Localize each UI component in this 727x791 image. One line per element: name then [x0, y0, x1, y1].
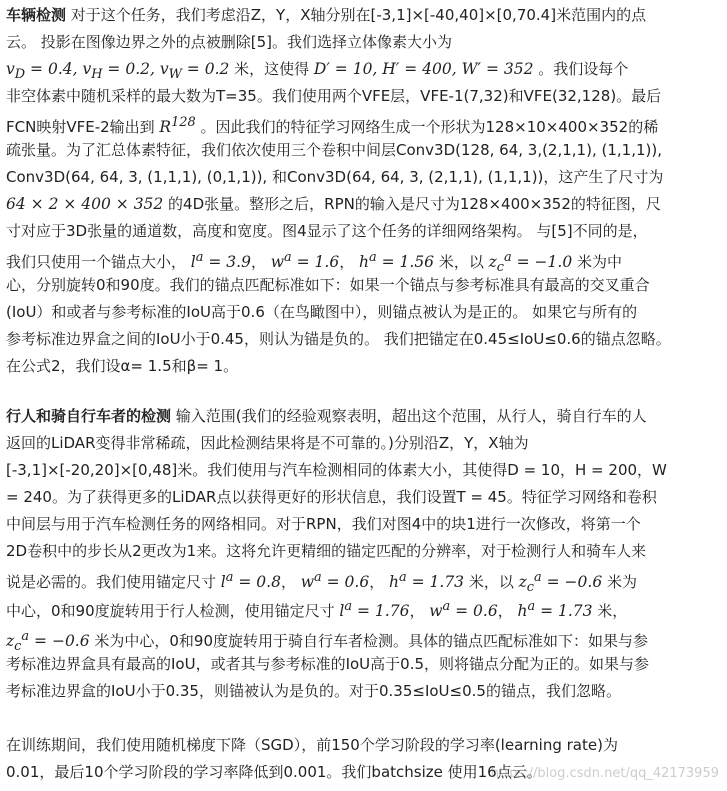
- ped-line-9: $z_c^a = -0.6$ 米为中心，0和90度旋转用于骑自行车者检测。具体的锚点匹配标准如下：如果与参: [6, 629, 648, 650]
- car-line-14: 在公式2，我们设α= 1.5和β= 1。: [6, 357, 239, 375]
- ped-line-6: 2D卷积中的步长从2更改为1来。这将允许更精细的锚定匹配的分辨率，对于检测行人和骑车人来: [6, 542, 647, 560]
- car-line-10: 我们只使用一个锚点大小， $l^a = 3.9$， $w^a = 1.6$， $h^a = 1.56$ 米，以 $z_c^a = -1.0$ 米为中: [6, 250, 622, 271]
- cyc-anchor-h: $h^a = 1.73$: [517, 599, 593, 620]
- grid-size-formula: D′ = 10, H′ = 400, W′ = 352: [313, 60, 534, 78]
- car-heading: 车辆检测: [6, 6, 67, 24]
- ped-line-11: 考标准边界盒的IoU小于0.35，则锚被认为是负的。对于0.35≤IoU≤0.5的锚点，我们忽略。: [6, 682, 621, 700]
- ped-line-7: 说是必需的。我们使用锚定尺寸 $l^a = 0.8$， $w^a = 0.6$， $h^a = 1.73$ 米，以 $z_c^a = -0.6$ 米为: [6, 570, 637, 591]
- car-line-12: (IoU）和或者与参考标准的IoU高于0.6（在鸟瞰图中），则锚点被认为是正的。 如果它与所有的: [6, 303, 638, 321]
- car-line-11: 心，分别旋转0和90度。我们的锚点匹配标准如下：如果一个锚点与参考标准具有最高的交叉重合: [6, 276, 650, 294]
- r128-formula: $R^{128}$: [159, 115, 196, 136]
- cyc-anchor-w: $w^a = 0.6$: [429, 599, 498, 620]
- car-anchor-formula: $l^a = 3.9$: [190, 250, 251, 271]
- car-line-8: 64 × 2 × 400 × 352 的4D张量。整形之后，RPN的输入是尺寸为128×400×352的特征图，尺: [6, 195, 661, 213]
- car-line-3: $v_D = 0.4$, $v_H = 0.2$, $v_W = 0.2$ 米，这使得 D′ = 10, H′ = 400, W′ = 352 。我们设每个: [6, 60, 629, 82]
- car-text-1: 对于这个任务，我们考虑沿Z，Y，X轴分别在[-3,1]×[-40,40]×[0,70.4]米范围内的点: [66, 6, 647, 24]
- ped-line-3: [-3,1]×[-20,20]×[0,48]米。我们使用与汽车检测相同的体素大小，其使得D = 10，H = 200，W: [6, 461, 667, 479]
- car-line-7: Conv3D(64, 64, 3, (1,1,1), (0,1,1)), 和Conv3D(64, 64, 3, (2,1,1), (1,1,1))，这产生了尺寸为: [6, 168, 664, 186]
- car-line-1: [6, 2, 722, 28]
- ped-anchor-l: $l^a = 0.8$: [220, 570, 281, 591]
- train-line-2: 0.01，最后10个学习阶段的学习率降低到0.001。我们batchsize 使用16点云。: [6, 763, 542, 781]
- ped-anchor-h: $h^a = 1.73$: [389, 570, 465, 591]
- ped-line-8: 中心，0和90度旋转用于行人检测，使用锚定尺寸 $l^a = 1.76$， $w^a = 0.6$， $h^a = 1.73$ 米，: [6, 599, 628, 620]
- car-line-6: 疏张量。为了汇总体素特征，我们依次使用三个卷积中间层Conv3D(128, 64, 3,(2,1,1), (1,1,1)),: [6, 141, 662, 159]
- car-line-2: 云。 投影在图像边界之外的点被删除[5]。我们选择立体像素大小为: [6, 33, 453, 51]
- ped-text-1: 输入范围(我们的经验观察表明，超出这个范围，从行人，骑自行车的人: [171, 407, 647, 425]
- ped-line-4: = 240。为了获得更多的LiDAR点以获得更好的形状信息，我们设置T = 45。特征学习网络和卷积: [6, 488, 657, 506]
- car-line-4: 非空体素中随机采样的最大数为T=35。我们使用两个VFE层，VFE-1(7,32)和VFE(32,128)。最后: [6, 87, 662, 105]
- ped-anchor-w: $w^a = 0.6$: [300, 570, 370, 591]
- train-line-1: 在训练期间，我们使用随机梯度下降（SGD），前150个学习阶段的学习率(learning rate)为: [6, 736, 618, 754]
- ped-line-10: 考标准边界盒具有最高的IoU，或者其与参考标准的IoU高于0.5，则将锚点分配为正的。如果与参: [6, 655, 650, 673]
- ped-line-2: 返回的LiDAR变得非常稀疏，因此检测结果将是不可靠的。)分别沿Z，Y，X轴为: [6, 434, 529, 452]
- car-anchor-w: $w^a = 1.6$: [270, 250, 340, 271]
- car-line-9: 寸对应于3D张量的通道数，高度和宽度。图4显示了这个任务的详细网络架构。 与[5]不同的是，: [6, 222, 648, 240]
- tensor-size-formula: 64 × 2 × 400 × 352: [6, 195, 164, 213]
- car-line-5: FCN映射VFE-2输出到 $R^{128}$ 。因此我们的特征学习网络生成一个形状为128×10×400×352的稀: [6, 115, 659, 136]
- voxel-size-formula: $v_D = 0.4$, $v_H = 0.2$, $v_W = 0.2$: [6, 60, 230, 82]
- car-anchor-h: $h^a = 1.56$: [359, 250, 435, 271]
- watermark: https://blog.csdn.net/qq_42173959: [490, 766, 719, 781]
- ped-anchor-z: $z_c^a = -0.6$: [518, 570, 603, 591]
- car-anchor-z: $z_c^a = -1.0$: [488, 250, 573, 271]
- ped-line-5: 中间层与用于汽车检测任务的网络相同。对于RPN，我们对图4中的块1进行一次修改，将第一个: [6, 515, 641, 533]
- cyc-anchor-z: $z_c^a = -0.6$: [6, 629, 90, 650]
- cyc-anchor-l: $l^a = 1.76$: [339, 599, 410, 620]
- car-line-13: 参考标准边界盒之间的IoU小于0.45，则认为锚是负的。 我们把锚定在0.45≤IoU≤0.6的锚点忽略。: [6, 330, 671, 348]
- ped-heading: 行人和骑自行车者的检测: [6, 407, 172, 425]
- ped-line-1: [6, 403, 722, 429]
